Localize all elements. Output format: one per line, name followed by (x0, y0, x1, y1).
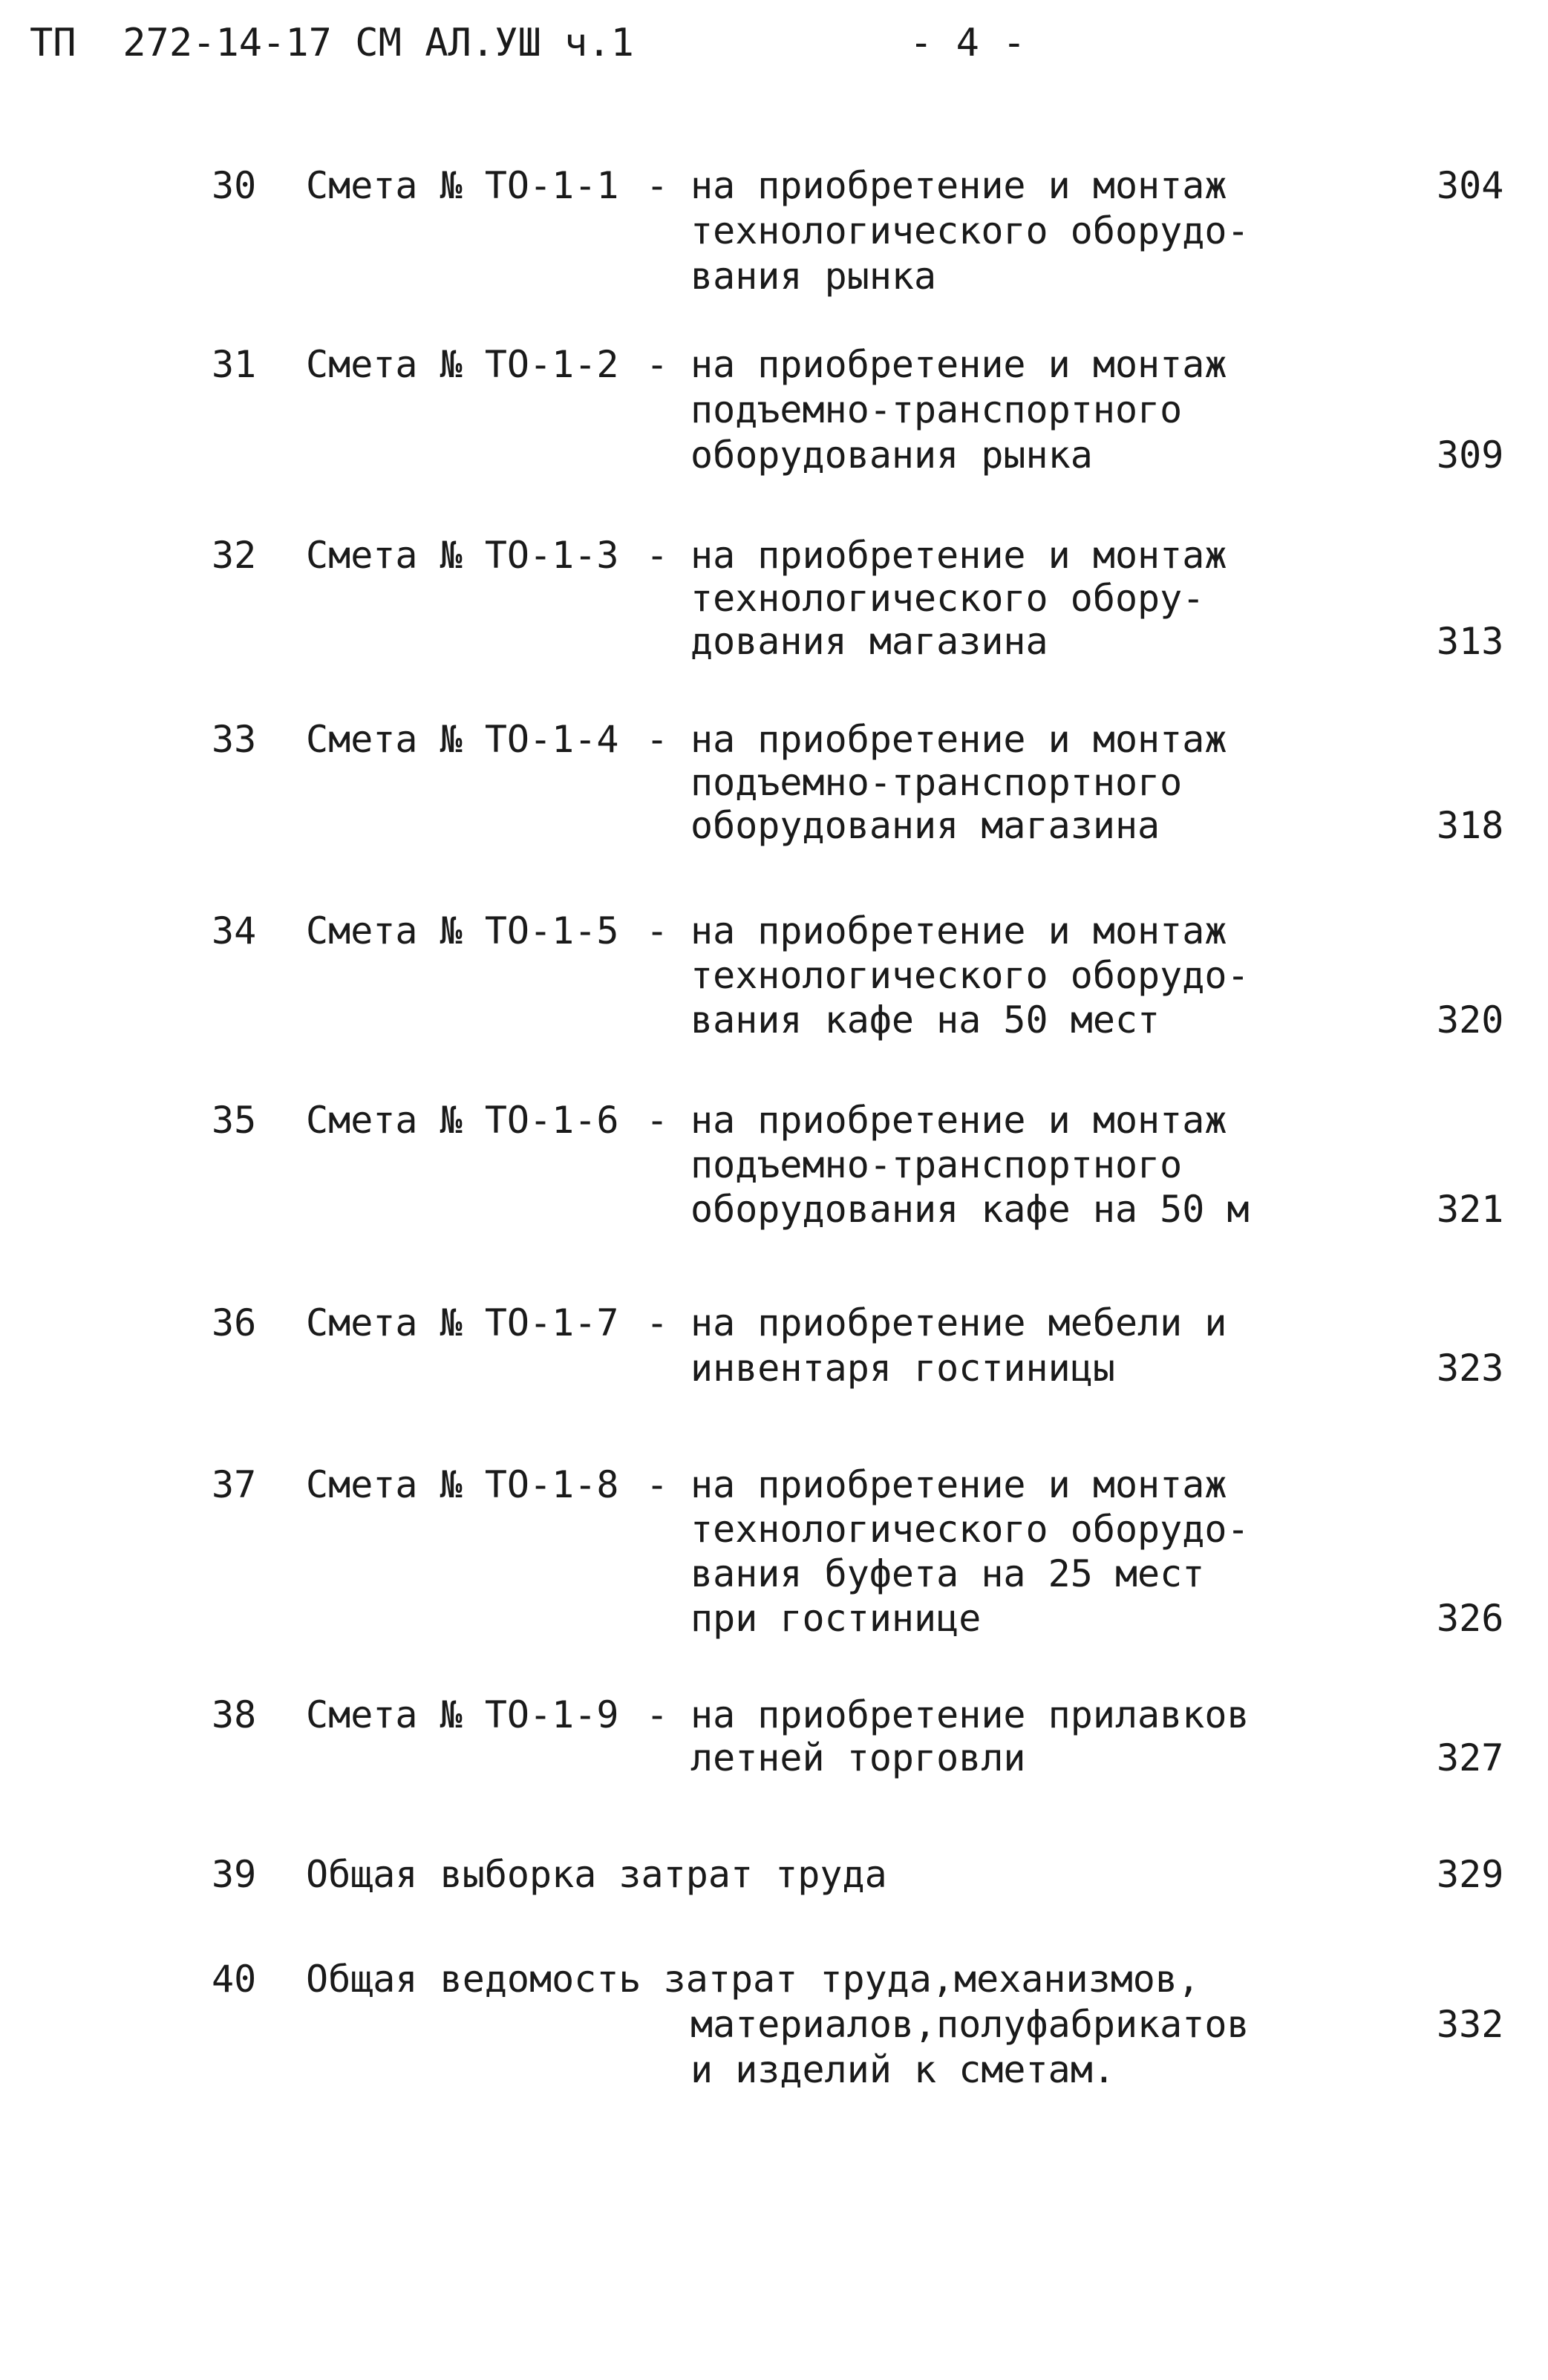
entry-number: 30 (212, 164, 257, 207)
estimate-reference: Смета № ТО-1-8 (306, 1463, 619, 1506)
entry-page-ref: 329 (1437, 1853, 1504, 1896)
entry-page-ref: 327 (1437, 1736, 1504, 1779)
entry-description-line: вания буфета на 25 мест (690, 1552, 1205, 1595)
entry-description-line: оборудования кафе на 50 м (690, 1188, 1250, 1231)
entry-number: 39 (212, 1853, 257, 1896)
entry-description-line: подъемно-транспортного (690, 1143, 1183, 1186)
estimate-reference: Смета № ТО-1-9 (306, 1693, 619, 1736)
entry-number: 32 (212, 534, 257, 577)
entry-number: 37 (212, 1463, 257, 1506)
entry-page-ref: 326 (1437, 1597, 1504, 1640)
entry-description-line: на приобретение и монтаж (690, 343, 1227, 386)
estimate-reference: Смета № ТО-1-5 (306, 909, 619, 952)
entry-page-ref: 318 (1437, 804, 1504, 847)
entry-dash: - (646, 164, 669, 207)
entry-description-line: технологического оборудо- (690, 1508, 1250, 1551)
entry-dash: - (646, 1693, 669, 1736)
entry-page-ref: 313 (1437, 620, 1504, 663)
entry-description-line: при гостинице (690, 1597, 982, 1640)
entry-description-line: на приобретение прилавков (690, 1693, 1250, 1736)
entry-description-line: на приобретение и монтаж (690, 534, 1227, 577)
entry-number: 34 (212, 909, 257, 952)
entry-description-line: на приобретение мебели и (690, 1301, 1227, 1344)
entry-description-line: дования магазина (690, 620, 1048, 663)
entry-description-line: инвентаря гостиницы (690, 1347, 1115, 1390)
entry-number: 31 (212, 343, 257, 386)
entry-description-line: на приобретение и монтаж (690, 718, 1227, 761)
entry-page-ref: 323 (1437, 1347, 1504, 1390)
entry-description-line: оборудования рынка (690, 434, 1093, 477)
entry-title: Общая выборка затрат труда (306, 1853, 887, 1896)
entry-description-line: вания рынка (690, 255, 937, 298)
entry-description-line: и изделий к сметам. (690, 2048, 1115, 2091)
entry-description-line: материалов,полуфабрикатов (690, 2003, 1250, 2046)
entry-dash: - (646, 1463, 669, 1506)
entry-description-line: подъемно-транспортного (690, 761, 1183, 804)
entry-number: 33 (212, 718, 257, 761)
entry-dash: - (646, 1099, 669, 1142)
entry-description-line: оборудования магазина (690, 804, 1160, 847)
entry-number: 38 (212, 1693, 257, 1736)
entry-description-line: вания кафе на 50 мест (690, 998, 1160, 1042)
entry-description-line: летней торговли (690, 1736, 1026, 1779)
entry-page-ref: 309 (1437, 434, 1504, 477)
estimate-reference: Смета № ТО-1-3 (306, 534, 619, 577)
entry-description-line: подъемно-транспортного (690, 388, 1183, 431)
estimate-reference: Смета № ТО-1-1 (306, 164, 619, 207)
entry-dash: - (646, 718, 669, 761)
entry-dash: - (646, 534, 669, 577)
estimate-reference: Смета № ТО-1-7 (306, 1301, 619, 1344)
page-number: - 4 - (909, 21, 1026, 65)
entry-description-line: технологического обору- (690, 577, 1205, 620)
estimate-reference: Смета № ТО-1-6 (306, 1099, 619, 1142)
entry-description-line: на приобретение и монтаж (690, 164, 1227, 207)
entry-number: 35 (212, 1099, 257, 1142)
entry-description-line: на приобретение и монтаж (690, 1463, 1227, 1506)
entry-number: 40 (212, 1958, 257, 2001)
entry-description-line: на приобретение и монтаж (690, 1099, 1227, 1142)
entry-dash: - (646, 909, 669, 952)
document-code: ТП 272-14-17 СМ АЛ.УШ ч.1 (30, 21, 634, 65)
entry-dash: - (646, 343, 669, 386)
entry-page-ref: 320 (1437, 998, 1504, 1042)
entry-page-ref: 332 (1437, 2003, 1504, 2046)
entry-dash: - (646, 1301, 669, 1344)
entry-page-ref: 321 (1437, 1188, 1504, 1231)
entry-description-line: технологического оборудо- (690, 209, 1250, 252)
estimate-reference: Смета № ТО-1-4 (306, 718, 619, 761)
estimate-reference: Смета № ТО-1-2 (306, 343, 619, 386)
entry-number: 36 (212, 1301, 257, 1344)
entry-description-line: технологического оборудо- (690, 954, 1250, 997)
entry-title: Общая ведомость затрат труда,механизмов, (306, 1958, 1201, 2001)
entry-page-ref: 304 (1437, 164, 1504, 207)
entry-description-line: на приобретение и монтаж (690, 909, 1227, 952)
